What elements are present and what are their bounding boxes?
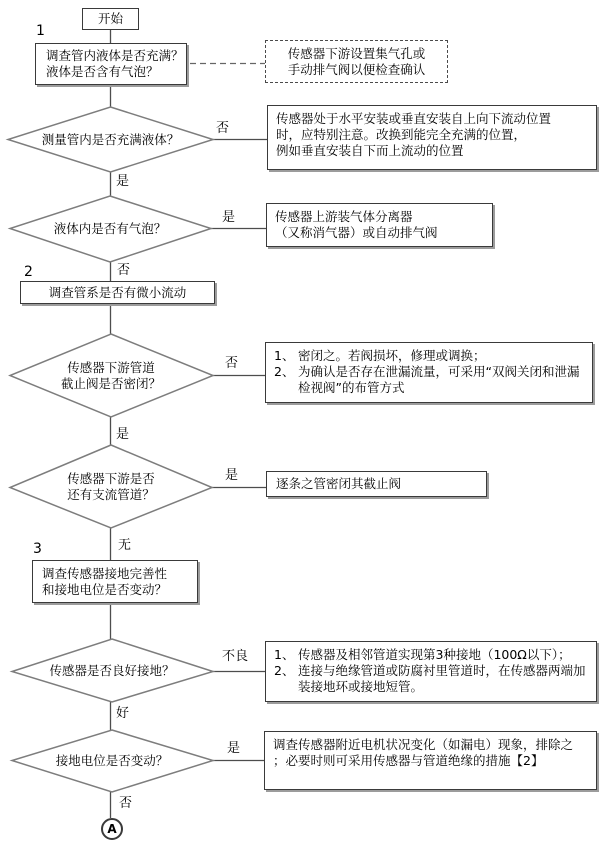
process-check-liquid-line1: 调查管内液体是否充满？ [46, 48, 184, 63]
note-valve-item-2-marker: 2、 [274, 364, 295, 379]
note-vent [265, 40, 448, 83]
note-install-line1: 传感器处于水平安装或垂直安装自上向下流动位置 [276, 111, 552, 126]
section-label-3: 3 [33, 541, 42, 557]
note-close-branch-valves-label: 逐条之管密闭其截止阀 [276, 476, 402, 491]
note-install-line3: 例如垂直安装自下而上流动的位置 [276, 143, 464, 158]
connector-a-node [101, 818, 123, 840]
note-grounding-measures [265, 641, 597, 702]
note-motor-leakage-line2: ；必要时则可采用传感器与管道绝缘的措施【2】 [273, 753, 544, 768]
decision-branch [31, 445, 191, 528]
decision-potential [32, 730, 192, 792]
edge-label-full-yes: 是 [116, 174, 130, 189]
note-motor-leakage-line1: 调查传感器附近电机状况变化（如漏电）现象，排除之 [273, 737, 574, 752]
process-check-grounding [32, 560, 198, 603]
note-grounding-item-1-text: 传感器及相邻管道实现第3种接地（100Ω以下）； [298, 647, 571, 662]
process-check-grounding-line2: 和接地电位是否变动？ [42, 581, 168, 597]
note-gas-separator-line2: （又称消气器）或自动排气阀 [275, 225, 438, 240]
note-install-position [267, 105, 597, 170]
note-valve-item-1 [274, 348, 586, 364]
note-gas-separator [266, 203, 493, 247]
edge-label-branch-none: 无 [118, 538, 132, 553]
note-grounding-item-2-text: 连接与绝缘管道或防腐衬里管道时，在传感器两端加装接地环或接地短管。 [298, 663, 586, 694]
process-check-grounding-line1: 调查传感器接地完善性 [42, 565, 168, 581]
note-install-line2: 时，应特别注意。改换到能完全充满的位置， [276, 127, 527, 142]
note-valve-item-2-text: 为确认是否存在泄漏流量，可采用“双阀关闭和泄漏检视阀”的布管方式 [298, 364, 580, 395]
process-check-flow [20, 281, 215, 304]
decision-valve-line1: 传感器下游管道 [67, 359, 155, 375]
note-gas-separator-line1: 传感器上游装气体分离器 [275, 209, 413, 224]
edge-label-branch-yes: 是 [225, 468, 239, 483]
decision-branch-line1: 传感器下游是否 [67, 470, 155, 486]
note-vent-line1: 传感器下游设置集气孔或 [287, 45, 426, 61]
edge-label-ground-bad: 不良 [222, 649, 249, 664]
section-label-2: 2 [24, 264, 33, 280]
note-valve-item-2 [274, 364, 586, 396]
note-valve-actions [265, 342, 593, 403]
connector-a-label: A [107, 822, 117, 836]
note-valve-item-1-marker: 1、 [274, 348, 295, 363]
horizontal-connectors [211, 140, 267, 761]
decision-ground-label: 传感器是否良好接地？ [49, 662, 175, 678]
decision-bubble-label: 液体内是否有气泡？ [53, 221, 167, 236]
decision-bubble [30, 196, 190, 262]
note-grounding-item-1 [274, 647, 590, 663]
start-node [82, 8, 139, 30]
edge-label-bubble-no: 否 [117, 263, 131, 278]
note-grounding-item-2-marker: 2、 [274, 663, 295, 678]
edge-label-ground-good: 好 [116, 706, 130, 721]
process-check-liquid-line2: 液体是否含有气泡？ [46, 64, 159, 79]
decision-valve [31, 334, 191, 417]
section-label-1: 1 [36, 23, 45, 39]
edge-label-full-no: 否 [216, 121, 230, 136]
edge-label-bubble-yes: 是 [222, 210, 236, 225]
process-check-flow-label: 调查管系是否有微小流动 [48, 284, 187, 300]
decision-ground [32, 639, 192, 702]
decision-branch-line2: 还有支流管道？ [67, 486, 155, 502]
note-vent-line2: 手动排气阀以便检查确认 [287, 61, 426, 77]
decision-full-liquid [28, 107, 193, 172]
edge-label-valve-no: 否 [225, 356, 239, 371]
start-node-label: 开始 [97, 11, 123, 26]
note-grounding-item-1-marker: 1、 [274, 647, 295, 662]
decision-valve-line2: 截止阀是否密闭？ [60, 375, 161, 391]
note-valve-item-1-text: 密闭之。若阀损坏，修理或调换； [298, 348, 486, 363]
edge-label-valve-yes: 是 [116, 427, 130, 442]
decision-full-liquid-label: 测量管内是否充满液体？ [41, 131, 180, 147]
note-close-branch-valves [266, 471, 487, 497]
edge-label-potential-no: 否 [119, 796, 133, 811]
process-check-liquid [35, 43, 187, 85]
edge-label-potential-yes: 是 [227, 741, 241, 756]
note-motor-leakage [264, 731, 597, 790]
decision-potential-label: 接地电位是否变动？ [55, 753, 169, 768]
note-grounding-item-2 [274, 663, 590, 695]
